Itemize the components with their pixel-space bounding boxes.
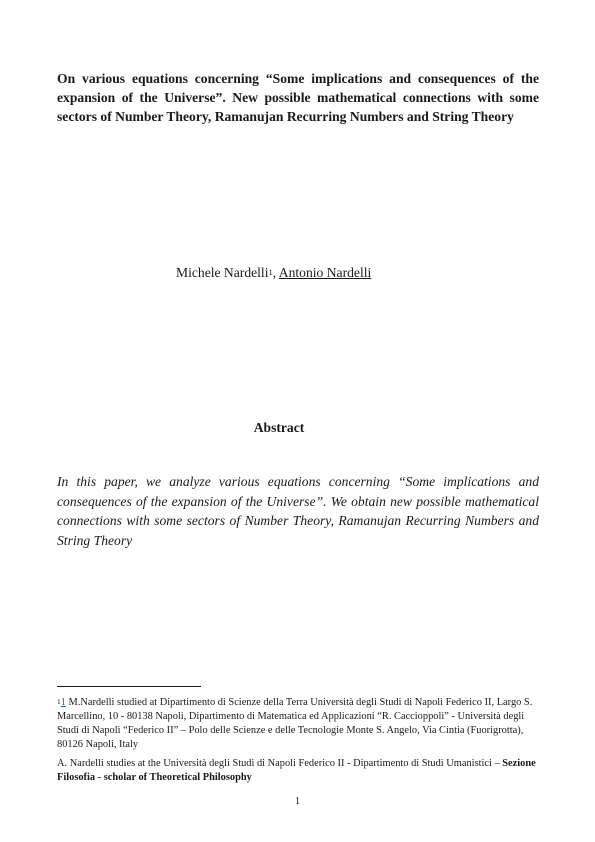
author-separator: , xyxy=(272,265,279,280)
author-name: Michele Nardelli xyxy=(176,265,269,280)
footnote-text: M.Nardelli studied at Dipartimento di Scienze della Terra Università degli Studi di Napoli Federico II, Largo S. Marcellino, 10 - 80138 Napoli, Dipartimento di Matematica ed Applicazioni “R. Caccioppoli” - Università degli Studi di Napoli “Federico II” – Polo delle Scienze e delle Tecnologie Monte S. Angelo, Via Cintia (Fuorigrotta), 80126 Napoli, Italy xyxy=(57,697,533,750)
paper-title: On various equations concerning “Some implications and consequences of the expansion of the Universe”. New possible mathematical connections with some sectors of Number Theory, Ramanujan Recurring Numbers and String Theory xyxy=(57,71,539,124)
author-name: Antonio Nardelli xyxy=(278,265,372,280)
affiliation-bold-text: Sezione Filosofia - scholar of Theoretical Philosophy xyxy=(57,758,536,783)
abstract-heading: Abstract xyxy=(253,420,305,435)
author-affiliation-note xyxy=(57,757,539,785)
affiliation-text: A. Nardelli studies at the Università degli Studi di Napoli Federico II - Dipartimento di Studi Umanistici – xyxy=(57,758,503,769)
footnote-reference[interactable]: 1 xyxy=(268,267,273,277)
footnote xyxy=(57,696,539,752)
footnote-backlink[interactable]: 1 xyxy=(60,697,66,708)
footnote-mark: 1 xyxy=(57,697,61,706)
author-line xyxy=(176,264,371,282)
abstract-text: In this paper, we analyze various equations concerning “Some implications and consequences of the expansion of the Universe”. We obtain new possible mathematical connections with some sectors of Number Theory, Ramanujan Recurring Numbers and String Theory xyxy=(57,474,539,548)
page-number: 1 xyxy=(294,796,301,807)
footnote-divider xyxy=(57,686,201,687)
